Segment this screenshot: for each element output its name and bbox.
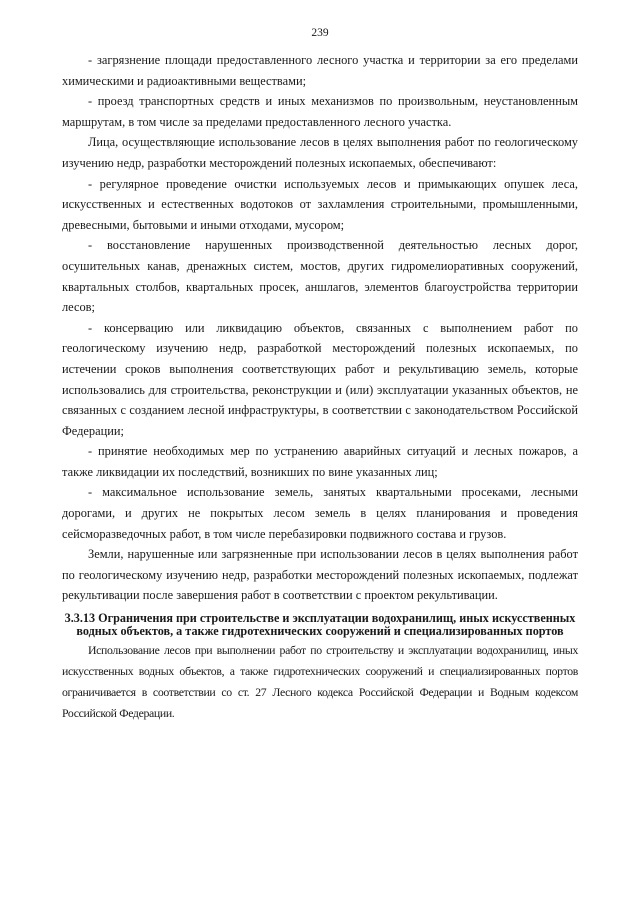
paragraph-recultivation: Земли, нарушенные или загрязненные при использовании лесов в целях выполнения работ по геологическому изучению недр, разработки месторождений полезных ископаемых, подлежат рекультивации после завершения работ в соответствии с проектом рекультивации. [62,547,578,603]
paragraph-land-use: - максимальное использование земель, занятых квартальными просеками, лесными дорогами, и других не покрытых лесом земель в целях планирования и проведения сейсморазведочных работ, в том числе перебазировки подвижного состава и грузов. [62,485,578,541]
paragraph-emergency-measures: - принятие необходимых мер по устранению аварийных ситуаций и лесных пожаров, а также ликвидации их последствий, возникших по вине указанных лиц; [62,444,578,479]
paragraph-vehicle-passage: - проезд транспортных средств и иных механизмов по произвольным, неустановленным маршрутам, в том числе за пределами предоставленного лесного участка. [62,94,578,129]
paragraph-reservoirs: Использование лесов при выполнении работ по строительству и эксплуатации водохранилищ, иных искусственных водных объектов, а также гидротехнических сооружений и специализированных портов ограничивается в соответствии со ст. 27 Лесного кодекса Российской Федерации и Водным кодексом Российской Федерации. [62,642,578,720]
paragraph-restoration: - восстановление нарушенных производственной деятельностью лесных дорог, осушительных канав, дренажных систем, мостов, других гидромелиоративных сооружений, квартальных столбов, квартальных просек, аншлагов, элементов благоустройства территории лесов; [62,238,578,315]
paragraph-pollution: - загрязнение площади предоставленного лесного участка и территории за его пределами химическими и радиоактивными веществами; [62,53,578,88]
paragraph-conservation: - консервацию или ликвидацию объектов, связанных с выполнением работ по геологическому изучению недр, разработкой месторождений полезных ископаемых, по истечении сроков выполнения соответствующих работ и рекультивацию земель, которые использовались для строительства, реконструкции и (или) эксплуатации указанных объектов, не связанных с созданием лесной инфраструктуры, в соответствии с законодательством Российской Федерации; [62,320,578,438]
paragraph-geology-obligations: Лица, осуществляющие использование лесов в целях выполнения работ по геологическому изучению недр, разработки месторождений полезных ископаемых, обеспечивают: [62,135,578,170]
page-number: 239 [311,27,329,39]
page-content [62,50,578,724]
section-heading: 3.3.13 Ограничения при строительстве и эксплуатации водохранилищ, иных искусственных водных объектов, а также гидротехнических сооружений и специализированных портов [64,611,576,639]
paragraph-cleaning: - регулярное проведение очистки используемых лесов и примыкающих опушек леса, искусственных и естественных водотоков от захламления строительными, промышленными, древесными, бытовыми и иными отходами, мусором; [62,176,578,232]
